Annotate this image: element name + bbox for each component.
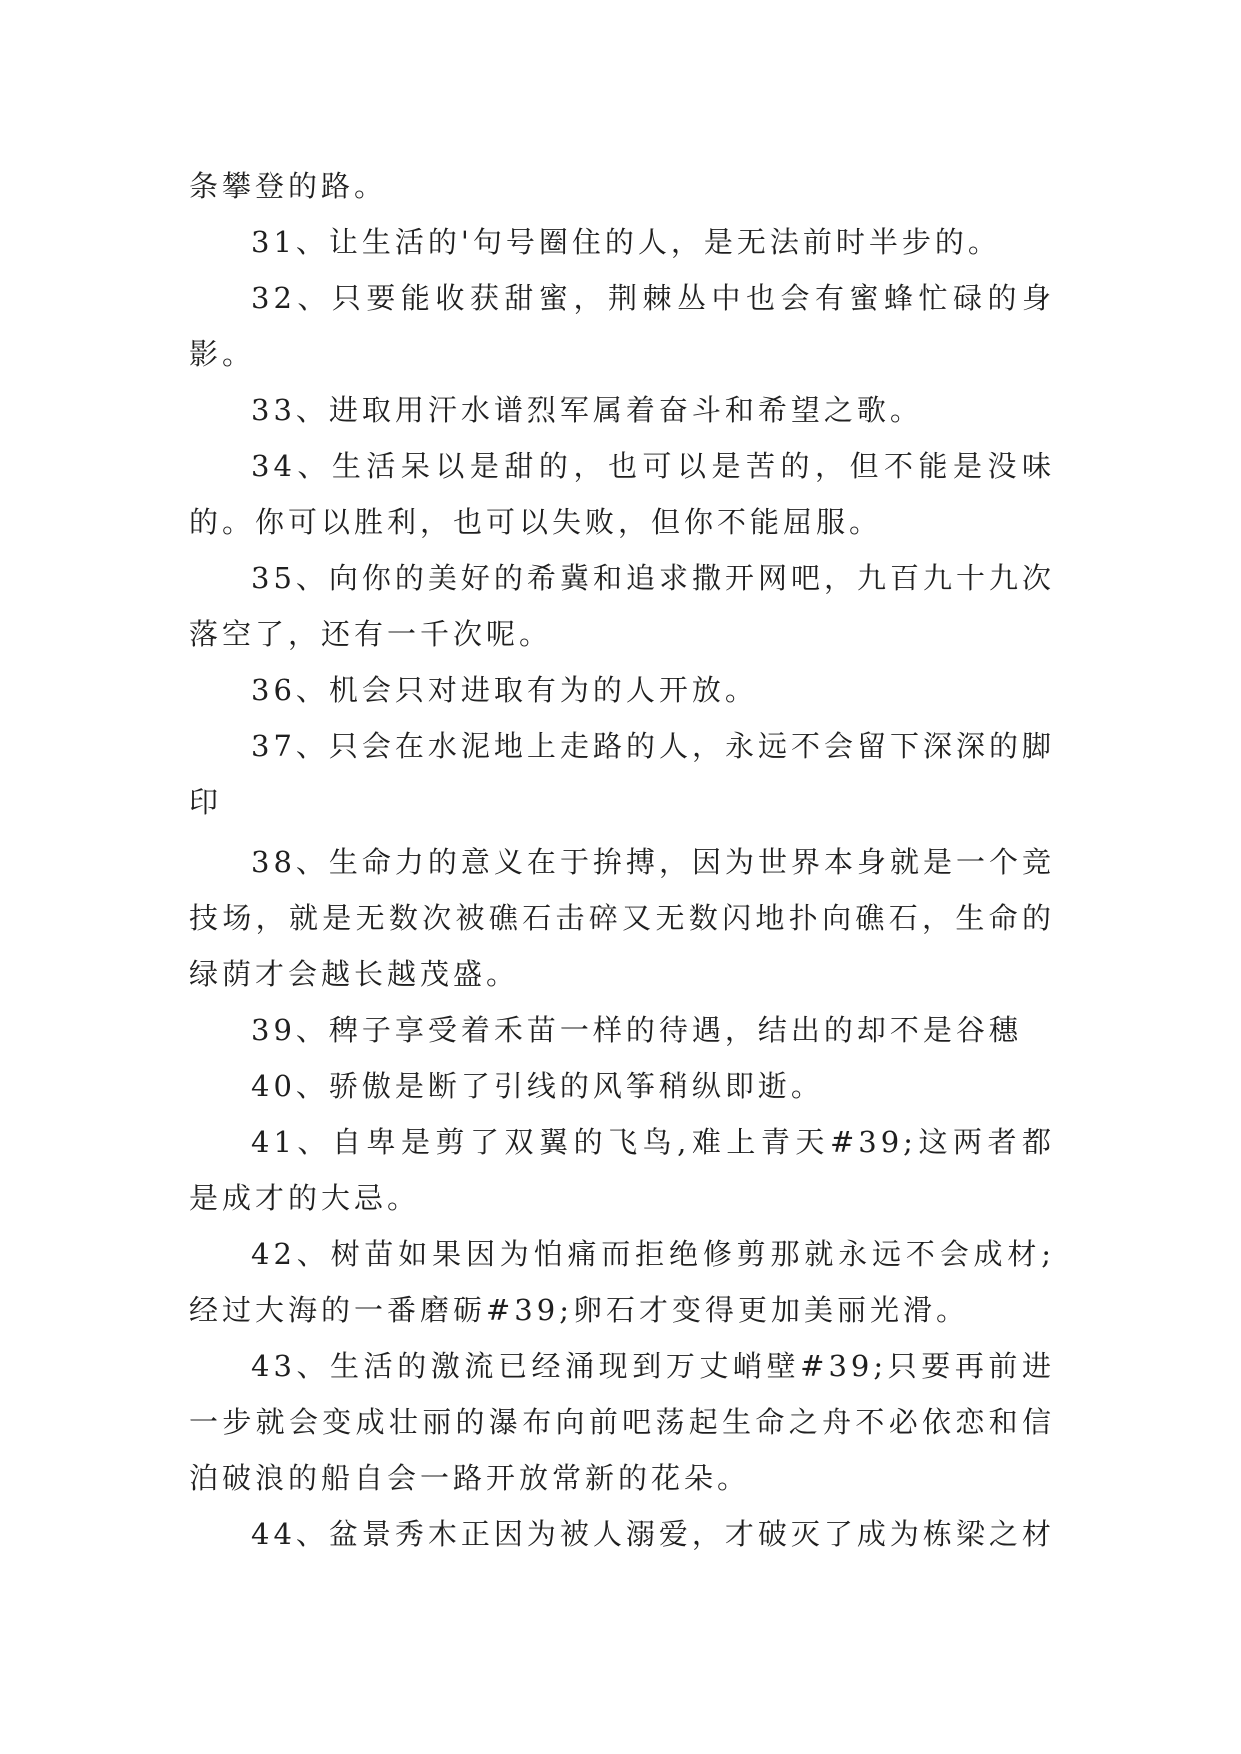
paragraph-34: 34、生活呆以是甜的，也可以是苦的，但不能是没味的。你可以胜利，也可以失败，但你不能屈服。: [189, 449, 1055, 539]
paragraph-continuation: 条攀登的路。: [189, 169, 388, 203]
paragraph-39: 39、稗子享受着禾苗一样的待遇，结出的却不是谷穗: [251, 1013, 1022, 1047]
paragraph-43: 43、生活的激流已经涌现到万丈峭壁#39;只要再前进一步就会变成壮丽的瀑布向前吧荡起生命之舟不必依恋和信泊破浪的船自会一路开放常新的花朵。: [189, 1349, 1055, 1495]
paragraph-38: 38、生命力的意义在于拚搏，因为世界本身就是一个竞技场，就是无数次被礁石击碎又无数闪地扑向礁石，生命的绿荫才会越长越茂盛。: [189, 845, 1055, 991]
paragraph-31: 31、让生活的'句号圈住的人，是无法前时半步的。: [251, 225, 1001, 259]
paragraph-40: 40、骄傲是断了引线的风筝稍纵即逝。: [251, 1069, 824, 1103]
paragraph-36: 36、机会只对进取有为的人开放。: [251, 673, 758, 707]
paragraph-44: 44、盆景秀木正因为被人溺爱，才破灭了成为栋梁之材: [251, 1517, 1055, 1551]
paragraph-37: 37、只会在水泥地上走路的人，永远不会留下深深的脚印: [189, 729, 1055, 819]
document-body: [189, 158, 1055, 1562]
paragraph-35: 35、向你的美好的希冀和追求撒开网吧，九百九十九次落空了，还有一千次呢。: [189, 561, 1055, 651]
paragraph-33: 33、进取用汗水谱烈军属着奋斗和希望之歌。: [251, 393, 923, 427]
paragraph-42: 42、树苗如果因为怕痛而拒绝修剪那就永远不会成材;经过大海的一番磨砺#39;卵石才变得更加美丽光滑。: [189, 1237, 1055, 1327]
paragraph-32: 32、只要能收获甜蜜，荆棘丛中也会有蜜蜂忙碌的身影。: [189, 281, 1055, 371]
paragraph-41: 41、自卑是剪了双翼的飞鸟,难上青天#39;这两者都是成才的大忌。: [189, 1125, 1055, 1215]
